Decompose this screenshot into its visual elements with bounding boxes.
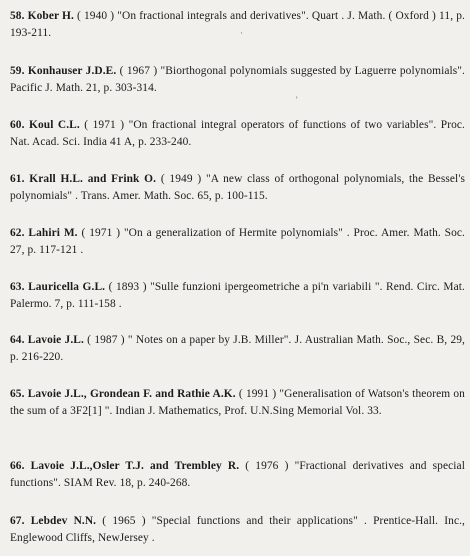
reference-67 [10,513,465,547]
reference-59 [10,63,465,97]
reference-details: ( 1976 ) "Fractional derivatives and special functions". SIAM Rev. 18, p. 240-268. [10,460,465,489]
reference-58 [10,8,465,42]
reference-number: 66. [10,460,25,472]
reference-authors: Lavoie J.L. [27,334,84,346]
reference-65 [10,386,465,420]
reference-details: ( 1971 ) "On fractional integral operators of functions of two variables". Proc. Nat. Acad. Sci. India 41 A, p. 233-240. [10,119,465,148]
reference-details: ( 1949 ) "A new class of orthogonal polynomials, the Bessel's polynomials" . Trans. Amer. Math. Soc. 65, p. 100-115. [10,173,466,202]
reference-details: ( 1940 ) "On fractional integrals and derivatives". Quart . J. Math. ( Oxford ) 11, p. 193-211. [10,10,465,39]
reference-details: ( 1893 ) "Sulle funzioni ipergeometriche a pi'n variabili ". Rend. Circ. Mat. Palermo. 7, p. 111-158 . [10,281,465,310]
reference-details: ( 1991 ) "Generalisation of Watson's theorem on the sum of a 3F2[1] ". Indian J. Mathematics, Prof. U.N.Sing Memorial Vol. 33. [10,388,465,417]
reference-details: ( 1987 ) " Notes on a paper by J.B. Miller". J. Australian Math. Soc., Sec. B, 29, p. 216-220. [10,334,465,363]
reference-details: ( 1965 ) "Special functions and their applications" . Prentice-Hall. Inc., Englewood Cliffs, NewJersey . [10,515,465,544]
reference-authors: Lebdev N.N. [30,515,97,527]
reference-number: 67. [10,515,25,527]
reference-authors: Lauricella G.L. [28,281,106,293]
reference-authors: Lavoie J.L.,Osler T.J. and Trembley R. [30,460,240,472]
reference-authors: Kober H. [27,10,74,22]
reference-number: 63. [10,281,25,293]
reference-number: 64. [10,334,25,346]
reference-62 [10,225,465,259]
scan-speck: ' [296,95,298,105]
reference-details: ( 1967 ) "Biorthogonal polynomials suggested by Laguerre polynomials". Pacific J. Math. 21, p. 303-314. [10,65,465,94]
reference-details: ( 1971 ) "On a generalization of Hermite polynomials" . Proc. Amer. Math. Soc. 27, p. 117-121 . [10,227,466,256]
reference-number: 60. [10,119,25,131]
reference-64 [10,332,465,366]
reference-authors: Konhauser J.D.E. [27,65,117,77]
reference-number: 59. [10,65,25,77]
reference-60 [10,117,465,151]
reference-number: 61. [10,173,25,185]
reference-number: 65. [10,388,25,400]
reference-number: 62. [10,227,25,239]
reference-authors: Krall H.L. and Frink O. [29,173,157,185]
reference-number: 58. [10,10,25,22]
scan-speck: · [240,28,243,38]
reference-authors: Lahiri M. [28,227,78,239]
reference-authors: Lavoie J.L., Grondean F. and Rathie A.K. [27,388,236,400]
reference-66 [10,458,465,492]
reference-61 [10,171,465,205]
reference-authors: Koul C.L. [29,119,80,131]
reference-63 [10,279,465,313]
